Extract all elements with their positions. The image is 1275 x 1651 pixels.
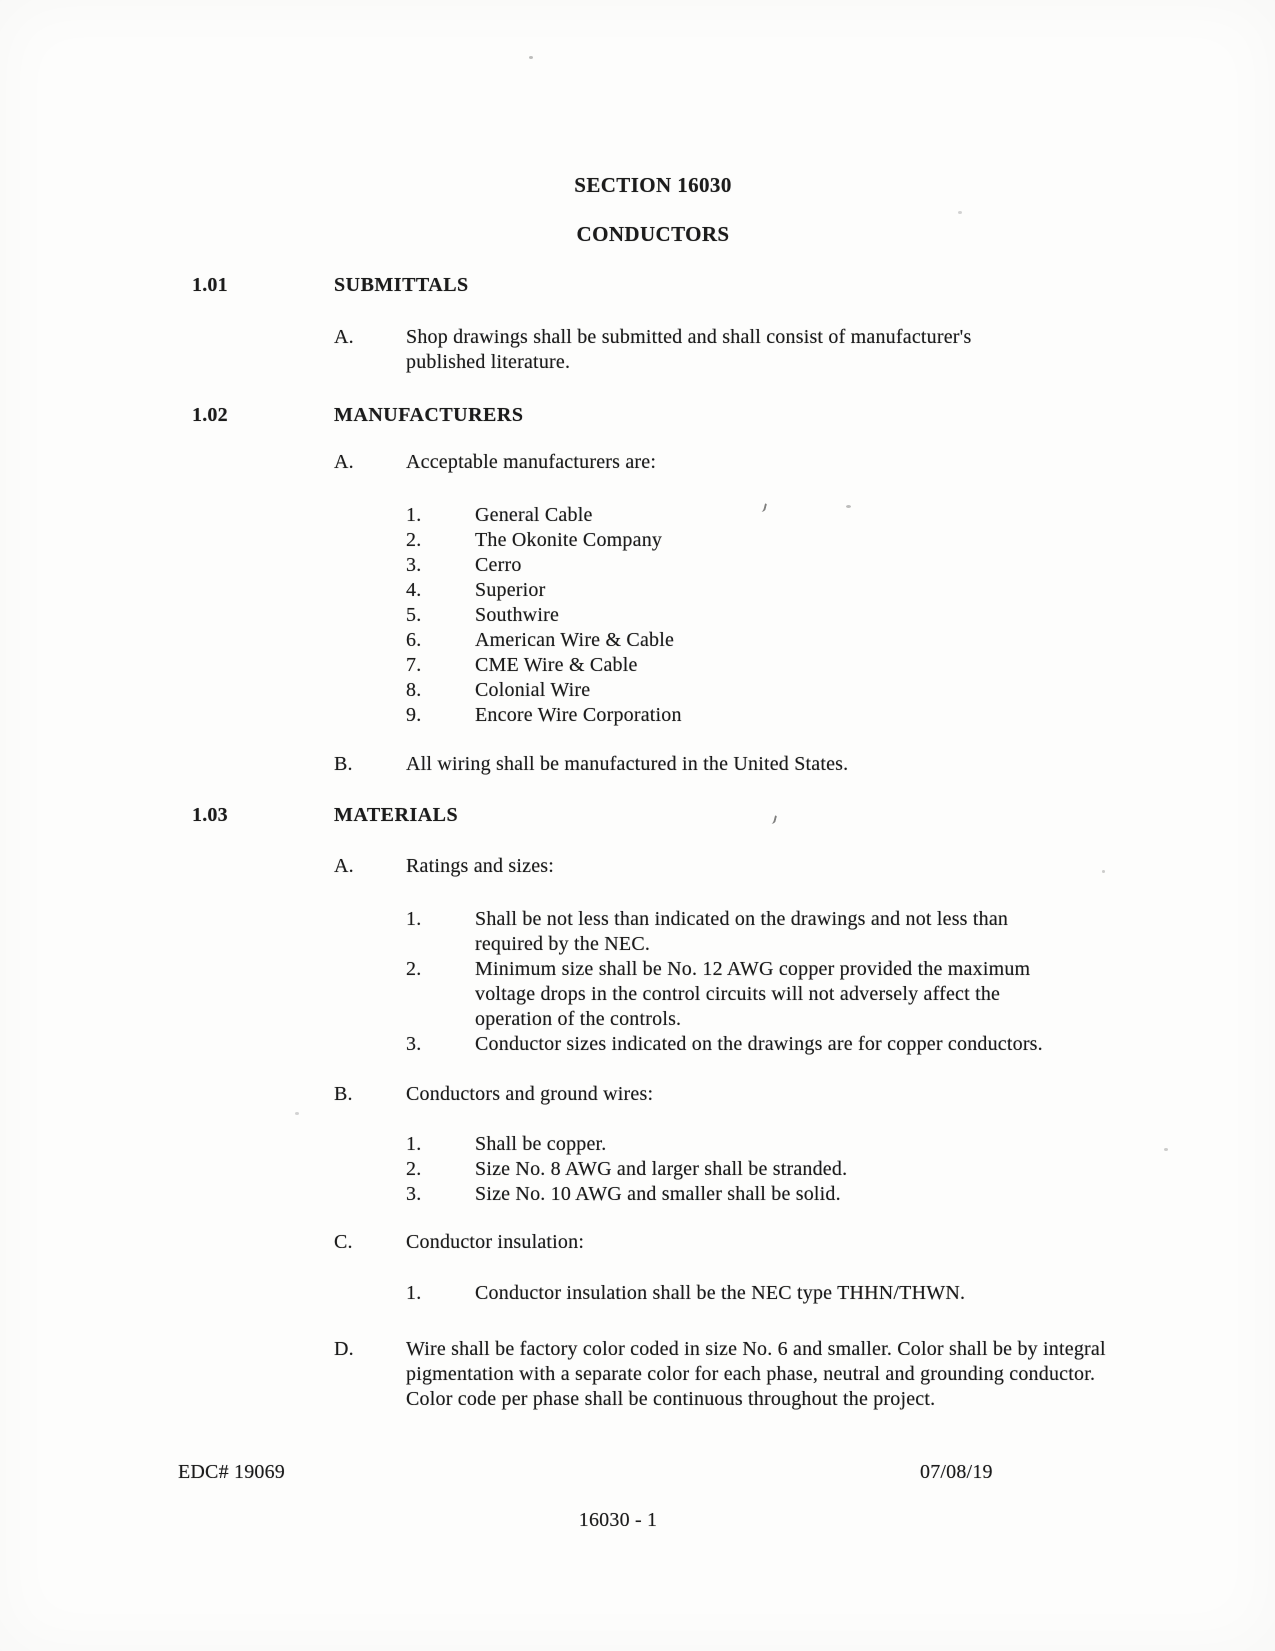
list-item-number: 7. — [406, 654, 422, 676]
list-item — [406, 603, 1075, 628]
item-letter: A. — [334, 326, 354, 348]
footer-date: 07/08/19 — [920, 1461, 993, 1483]
item-text: Conductor insulation: — [406, 1231, 585, 1253]
item-text: Wire shall be factory color coded in size No. 6 and smaller. Color shall be by integral pigmentation with a separate color for each phase, neutral and grounding conductor. Color code per phase shall be continuous throughout the project. — [406, 1338, 1111, 1410]
footer-page-number: 16030 - 1 — [578, 1509, 658, 1531]
list-item — [406, 1132, 1075, 1157]
list-item-text: Superior — [475, 579, 546, 601]
list-item-number: 5. — [406, 604, 422, 626]
list-item — [406, 528, 1075, 553]
list-item-number: 3. — [406, 554, 422, 576]
item-letter: B. — [334, 753, 353, 775]
section-number: 1.01 — [192, 274, 228, 296]
list-item-text: Cerro — [475, 554, 522, 576]
list-item-number: 3. — [406, 1033, 422, 1055]
list-item-text: The Okonite Company — [475, 529, 663, 551]
item-row — [334, 752, 1106, 777]
item-row — [334, 1337, 1111, 1412]
list-item-number: 1. — [406, 1282, 422, 1304]
list-item-text: Encore Wire Corporation — [475, 704, 682, 726]
item-row — [334, 1082, 1106, 1107]
list-item-text: General Cable — [475, 504, 593, 526]
page-title-section-number: SECTION 16030 — [574, 173, 732, 197]
scan-speck — [1102, 870, 1105, 873]
list-item — [406, 553, 1075, 578]
list-item — [406, 957, 1065, 1032]
scan-speck — [958, 211, 962, 214]
list-item-text: Shall be not less than indicated on the drawings and not less than required by the NEC. — [475, 908, 1014, 955]
section-number: 1.02 — [192, 404, 228, 426]
item-letter: A. — [334, 451, 354, 473]
item-text: Conductors and ground wires: — [406, 1083, 654, 1105]
item-text: Acceptable manufacturers are: — [406, 451, 657, 473]
list-item — [406, 578, 1075, 603]
list-item-text: Conductor insulation shall be the NEC type THHN/THWN. — [475, 1282, 966, 1304]
list-item-number: 1. — [406, 1133, 422, 1155]
list-item-text: Conductor sizes indicated on the drawings are for copper conductors. — [475, 1033, 1043, 1055]
scan-speck — [529, 56, 533, 59]
list-item — [406, 1157, 1075, 1182]
list-item-number: 4. — [406, 579, 422, 601]
scan-speck — [846, 505, 851, 508]
list-item-number: 3. — [406, 1183, 422, 1205]
item-letter: B. — [334, 1083, 353, 1105]
item-row — [334, 450, 1106, 475]
section-number: 1.03 — [192, 804, 228, 826]
ratings-sizes-list — [406, 907, 1065, 1057]
list-item — [406, 907, 1065, 957]
list-item-number: 2. — [406, 529, 422, 551]
scan-speck — [295, 1112, 299, 1115]
scan-speck — [1164, 1148, 1168, 1151]
item-row — [334, 854, 1106, 879]
section-heading: MANUFACTURERS — [334, 404, 524, 426]
section-heading-row-1-03 — [192, 803, 458, 828]
item-row — [334, 1230, 1106, 1255]
list-item-number: 8. — [406, 679, 422, 701]
section-heading: MATERIALS — [334, 804, 459, 826]
list-item — [406, 1281, 1075, 1306]
conductors-ground-list — [406, 1132, 1075, 1207]
list-item-text: Southwire — [475, 604, 560, 626]
item-letter: A. — [334, 855, 354, 877]
item-text: All wiring shall be manufactured in the United States. — [406, 753, 849, 775]
list-item-text: Shall be copper. — [475, 1133, 607, 1155]
scan-speck — [769, 814, 777, 824]
item-letter: C. — [334, 1231, 353, 1253]
list-item — [406, 1182, 1075, 1207]
insulation-list — [406, 1281, 1075, 1306]
list-item-number: 1. — [406, 504, 422, 526]
list-item — [406, 653, 1075, 678]
section-heading-row-1-01 — [192, 273, 469, 298]
item-row — [334, 325, 1056, 375]
item-text: Shop drawings shall be submitted and shall consist of manufacturer's published literature. — [406, 326, 977, 373]
list-item-text: American Wire & Cable — [475, 629, 675, 651]
manufacturer-list — [406, 503, 1075, 728]
list-item — [406, 628, 1075, 653]
page-title-document: CONDUCTORS — [576, 222, 730, 246]
item-text: Ratings and sizes: — [406, 855, 555, 877]
section-heading-row-1-02 — [192, 403, 523, 428]
list-item-number: 9. — [406, 704, 422, 726]
list-item-number: 2. — [406, 1158, 422, 1180]
list-item-number: 2. — [406, 958, 422, 980]
section-heading: SUBMITTALS — [334, 274, 469, 296]
list-item-text: Minimum size shall be No. 12 AWG copper provided the maximum voltage drops in the control circuits will not adversely affect the operation of the controls. — [475, 958, 1036, 1030]
list-item-number: 6. — [406, 629, 422, 651]
footer-document-number: EDC# 19069 — [178, 1461, 285, 1483]
list-item — [406, 1032, 1065, 1057]
item-letter: D. — [334, 1338, 354, 1360]
list-item — [406, 503, 1075, 528]
list-item — [406, 678, 1075, 703]
list-item-text: Size No. 8 AWG and larger shall be stranded. — [475, 1158, 848, 1180]
list-item-text: Colonial Wire — [475, 679, 591, 701]
list-item-text: CME Wire & Cable — [475, 654, 638, 676]
list-item-text: Size No. 10 AWG and smaller shall be solid. — [475, 1183, 841, 1205]
list-item — [406, 703, 1075, 728]
list-item-number: 1. — [406, 908, 422, 930]
